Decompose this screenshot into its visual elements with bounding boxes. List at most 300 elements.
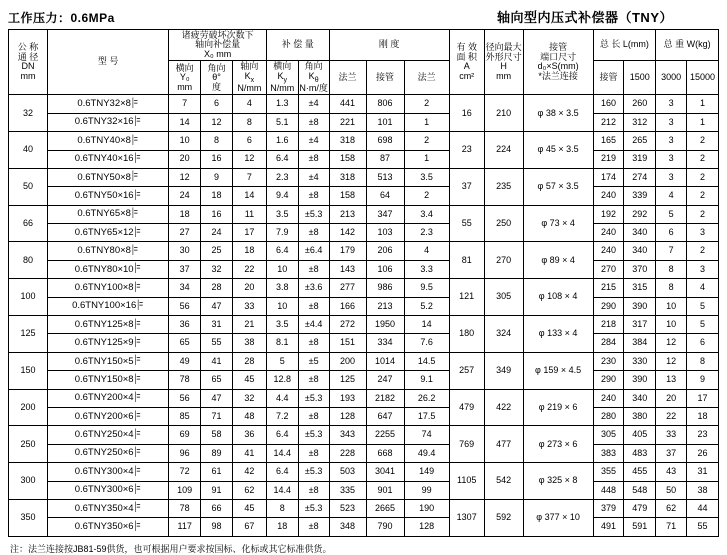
cell-stiffness-ktheta: 1 bbox=[404, 150, 449, 168]
cell-fatigue-3000: 91 bbox=[201, 481, 233, 499]
cell-stiffness-ky: 101 bbox=[366, 113, 404, 131]
cell-dn: 250 bbox=[9, 426, 48, 463]
cell-outer-dim: 477 bbox=[484, 426, 523, 463]
cell-stiffness-kx: 228 bbox=[329, 444, 366, 462]
cell-fatigue-3000: 89 bbox=[201, 444, 233, 462]
cell-fatigue-1500: 72 bbox=[169, 463, 201, 481]
col-weight-flange: 法兰 bbox=[404, 61, 449, 95]
cell-fatigue-3000: 47 bbox=[201, 389, 233, 407]
cell-fatigue-15000: 21 bbox=[232, 316, 266, 334]
cell-stiffness-ky: 87 bbox=[366, 150, 404, 168]
cell-weight-pipe: 2 bbox=[687, 205, 719, 223]
table-row bbox=[9, 444, 719, 462]
cell-stiffness-kx: 523 bbox=[329, 499, 366, 517]
cell-stiffness-kx: 277 bbox=[329, 279, 366, 297]
cell-compensation-y: 8 bbox=[266, 499, 298, 517]
cell-model: 0.6TNY32×16 |= bbox=[48, 113, 169, 131]
cell-model: 0.6TNY150×8 |= bbox=[48, 371, 169, 389]
cell-weight-pipe: 2 bbox=[687, 242, 719, 260]
cell-dn: 50 bbox=[9, 168, 48, 205]
cell-fatigue-15000: 45 bbox=[232, 371, 266, 389]
cell-length-pipe: 340 bbox=[624, 242, 656, 260]
cell-stiffness-kx: 503 bbox=[329, 463, 366, 481]
col-fatigue-1500: 1500 bbox=[624, 61, 656, 95]
cell-stiffness-ktheta: 14 bbox=[404, 316, 449, 334]
cell-stiffness-ktheta: 49.4 bbox=[404, 444, 449, 462]
table-row bbox=[9, 297, 719, 315]
cell-stiffness-ktheta: 74 bbox=[404, 426, 449, 444]
cell-stiffness-ktheta: 4 bbox=[404, 242, 449, 260]
cell-compensation-y: 2.3 bbox=[266, 168, 298, 186]
cell-length-flange: 240 bbox=[593, 187, 624, 205]
cell-weight-flange: 12 bbox=[656, 352, 687, 370]
cell-fatigue-1500: 65 bbox=[169, 334, 201, 352]
cell-model: 0.6TNY65×12 |= bbox=[48, 224, 169, 242]
col-length-pipe: 接管 bbox=[366, 61, 404, 95]
cell-compensation-angle: ±8 bbox=[298, 481, 329, 499]
cell-weight-pipe: 2 bbox=[687, 150, 719, 168]
table-row bbox=[9, 463, 719, 481]
cell-weight-flange: 10 bbox=[656, 316, 687, 334]
cell-fatigue-15000: 67 bbox=[232, 518, 266, 536]
table-row bbox=[9, 407, 719, 425]
cell-length-pipe: 380 bbox=[624, 407, 656, 425]
table-row bbox=[9, 316, 719, 334]
cell-length-flange: 192 bbox=[593, 205, 624, 223]
cell-length-pipe: 455 bbox=[624, 463, 656, 481]
cell-stiffness-ktheta: 1 bbox=[404, 113, 449, 131]
cell-length-flange: 448 bbox=[593, 481, 624, 499]
cell-stiffness-kx: 158 bbox=[329, 150, 366, 168]
cell-weight-flange: 3 bbox=[656, 95, 687, 113]
cell-weight-pipe: 31 bbox=[687, 463, 719, 481]
cell-fatigue-15000: 62 bbox=[232, 481, 266, 499]
cell-weight-flange: 4 bbox=[656, 187, 687, 205]
cell-length-pipe: 370 bbox=[624, 260, 656, 278]
col-length-flange: 法兰 bbox=[329, 61, 366, 95]
cell-dn: 200 bbox=[9, 389, 48, 426]
cell-model: 0.6TNY125×9 |= bbox=[48, 334, 169, 352]
cell-compensation-angle: ±5.3 bbox=[298, 499, 329, 517]
cell-dn: 40 bbox=[9, 132, 48, 169]
cell-model: 0.6TNY300×6 |= bbox=[48, 481, 169, 499]
col-stiffness-ky: 横向 $K_y$ N/mm bbox=[266, 61, 298, 95]
cell-stiffness-kx: 335 bbox=[329, 481, 366, 499]
cell-fatigue-15000: 14 bbox=[232, 187, 266, 205]
table-row bbox=[9, 132, 719, 150]
cell-area: 37 bbox=[449, 168, 484, 205]
cell-weight-flange: 13 bbox=[656, 371, 687, 389]
cell-stiffness-ktheta: 128 bbox=[404, 518, 449, 536]
cell-fatigue-1500: 18 bbox=[169, 205, 201, 223]
cell-weight-pipe: 2 bbox=[687, 132, 719, 150]
table-row bbox=[9, 113, 719, 131]
cell-stiffness-ky: 1950 bbox=[366, 316, 404, 334]
cell-fatigue-15000: 4 bbox=[232, 95, 266, 113]
cell-dn: 80 bbox=[9, 242, 48, 279]
cell-outer-dim: 542 bbox=[484, 463, 523, 500]
cell-compensation-angle: ±8 bbox=[298, 518, 329, 536]
cell-fatigue-3000: 47 bbox=[201, 297, 233, 315]
cell-weight-pipe: 17 bbox=[687, 389, 719, 407]
cell-weight-flange: 7 bbox=[656, 242, 687, 260]
cell-fatigue-15000: 18 bbox=[232, 242, 266, 260]
col-stiffness-group: 刚 度 bbox=[329, 30, 449, 61]
cell-length-flange: 280 bbox=[593, 407, 624, 425]
cell-area: 1105 bbox=[449, 463, 484, 500]
cell-stiffness-kx: 125 bbox=[329, 371, 366, 389]
cell-length-pipe: 340 bbox=[624, 389, 656, 407]
cell-weight-pipe: 18 bbox=[687, 407, 719, 425]
cell-fatigue-15000: 48 bbox=[232, 407, 266, 425]
cell-weight-pipe: 38 bbox=[687, 481, 719, 499]
cell-stiffness-ktheta: 26.2 bbox=[404, 389, 449, 407]
col-weight-pipe: 接管 bbox=[593, 61, 624, 95]
cell-flange-size: φ 89 × 4 bbox=[523, 242, 593, 279]
cell-length-pipe: 317 bbox=[624, 316, 656, 334]
cell-stiffness-kx: 221 bbox=[329, 113, 366, 131]
cell-outer-dim: 224 bbox=[484, 132, 523, 169]
cell-stiffness-kx: 179 bbox=[329, 242, 366, 260]
cell-weight-pipe: 9 bbox=[687, 371, 719, 389]
cell-fatigue-1500: 14 bbox=[169, 113, 201, 131]
table-row bbox=[9, 481, 719, 499]
cell-fatigue-3000: 66 bbox=[201, 499, 233, 517]
cell-model: 0.6TNY32×8 |= bbox=[48, 95, 169, 113]
cell-length-pipe: 548 bbox=[624, 481, 656, 499]
cell-compensation-angle: ±4.4 bbox=[298, 316, 329, 334]
cell-fatigue-1500: 36 bbox=[169, 316, 201, 334]
table-row bbox=[9, 224, 719, 242]
cell-stiffness-kx: 441 bbox=[329, 95, 366, 113]
cell-length-flange: 290 bbox=[593, 297, 624, 315]
cell-fatigue-3000: 98 bbox=[201, 518, 233, 536]
cell-stiffness-kx: 166 bbox=[329, 297, 366, 315]
cell-compensation-angle: ±6.4 bbox=[298, 242, 329, 260]
cell-flange-size: φ 57 × 3.5 bbox=[523, 168, 593, 205]
cell-weight-flange: 33 bbox=[656, 426, 687, 444]
cell-model: 0.6TNY300×4 |= bbox=[48, 463, 169, 481]
cell-weight-flange: 5 bbox=[656, 205, 687, 223]
cell-compensation-y: 1.3 bbox=[266, 95, 298, 113]
cell-fatigue-3000: 18 bbox=[201, 187, 233, 205]
cell-model: 0.6TNY125×8 |= bbox=[48, 316, 169, 334]
cell-fatigue-1500: 69 bbox=[169, 426, 201, 444]
footer-note: 注：法兰连接按JB81-59供货，也可根据用户要求按国标、化标或其它标准供货。 bbox=[10, 543, 332, 554]
cell-weight-pipe: 44 bbox=[687, 499, 719, 517]
cell-compensation-y: 6.4 bbox=[266, 150, 298, 168]
table-row bbox=[9, 168, 719, 186]
cell-stiffness-ktheta: 5.2 bbox=[404, 297, 449, 315]
cell-fatigue-1500: 78 bbox=[169, 499, 201, 517]
cell-compensation-y: 10 bbox=[266, 260, 298, 278]
cell-weight-pipe: 26 bbox=[687, 444, 719, 462]
cell-length-pipe: 330 bbox=[624, 352, 656, 370]
cell-dn: 125 bbox=[9, 316, 48, 353]
table-row bbox=[9, 518, 719, 536]
cell-stiffness-kx: 158 bbox=[329, 187, 366, 205]
cell-compensation-y: 6.4 bbox=[266, 242, 298, 260]
cell-length-flange: 212 bbox=[593, 113, 624, 131]
cell-fatigue-15000: 28 bbox=[232, 352, 266, 370]
cell-weight-pipe: 5 bbox=[687, 297, 719, 315]
cell-fatigue-3000: 58 bbox=[201, 426, 233, 444]
cell-weight-pipe: 2 bbox=[687, 168, 719, 186]
cell-dn: 66 bbox=[9, 205, 48, 242]
col-fatigue-15000: 15000 bbox=[687, 61, 719, 95]
cell-length-pipe: 260 bbox=[624, 95, 656, 113]
page-header bbox=[8, 6, 719, 26]
cell-stiffness-kx: 272 bbox=[329, 316, 366, 334]
cell-weight-pipe: 23 bbox=[687, 426, 719, 444]
cell-stiffness-ktheta: 99 bbox=[404, 481, 449, 499]
table-head bbox=[9, 30, 719, 95]
cell-stiffness-kx: 143 bbox=[329, 260, 366, 278]
cell-fatigue-1500: 49 bbox=[169, 352, 201, 370]
cell-weight-flange: 43 bbox=[656, 463, 687, 481]
cell-stiffness-kx: 343 bbox=[329, 426, 366, 444]
cell-stiffness-kx: 348 bbox=[329, 518, 366, 536]
table-row bbox=[9, 187, 719, 205]
cell-compensation-y: 18 bbox=[266, 518, 298, 536]
cell-fatigue-3000: 28 bbox=[201, 279, 233, 297]
cell-dn: 300 bbox=[9, 463, 48, 500]
col-compensation-group: 补 偿 量 bbox=[266, 30, 329, 61]
cell-fatigue-1500: 117 bbox=[169, 518, 201, 536]
table-row bbox=[9, 426, 719, 444]
header-row-1 bbox=[9, 30, 719, 61]
cell-weight-pipe: 6 bbox=[687, 334, 719, 352]
cell-model: 0.6TNY350×6 |= bbox=[48, 518, 169, 536]
cell-stiffness-ky: 106 bbox=[366, 260, 404, 278]
cell-length-flange: 215 bbox=[593, 279, 624, 297]
cell-compensation-angle: ±8 bbox=[298, 407, 329, 425]
cell-compensation-y: 10 bbox=[266, 297, 298, 315]
cell-flange-size: φ 45 × 3.5 bbox=[523, 132, 593, 169]
cell-stiffness-ktheta: 3.3 bbox=[404, 260, 449, 278]
table-body bbox=[9, 95, 719, 536]
cell-fatigue-3000: 24 bbox=[201, 224, 233, 242]
cell-fatigue-1500: 12 bbox=[169, 168, 201, 186]
cell-compensation-y: 6.4 bbox=[266, 463, 298, 481]
cell-model: 0.6TNY350×4 |= bbox=[48, 499, 169, 517]
cell-fatigue-1500: 85 bbox=[169, 407, 201, 425]
cell-flange-size: φ 133 × 4 bbox=[523, 316, 593, 353]
cell-area: 257 bbox=[449, 352, 484, 389]
cell-fatigue-1500: 27 bbox=[169, 224, 201, 242]
cell-stiffness-ky: 513 bbox=[366, 168, 404, 186]
cell-dn: 100 bbox=[9, 279, 48, 316]
cell-model: 0.6TNY200×4 |= bbox=[48, 389, 169, 407]
cell-dn: 350 bbox=[9, 499, 48, 536]
cell-compensation-angle: ±8 bbox=[298, 113, 329, 131]
cell-area: 23 bbox=[449, 132, 484, 169]
cell-weight-flange: 12 bbox=[656, 334, 687, 352]
cell-model: 0.6TNY65×8 |= bbox=[48, 205, 169, 223]
cell-compensation-y: 3.8 bbox=[266, 279, 298, 297]
cell-area: 180 bbox=[449, 316, 484, 353]
col-weight-group: 总 重 W(kg) bbox=[656, 30, 719, 61]
table-row bbox=[9, 150, 719, 168]
cell-flange-size: φ 273 × 6 bbox=[523, 426, 593, 463]
cell-outer-dim: 324 bbox=[484, 316, 523, 353]
cell-fatigue-15000: 32 bbox=[232, 389, 266, 407]
cell-stiffness-ktheta: 2.3 bbox=[404, 224, 449, 242]
cell-fatigue-3000: 31 bbox=[201, 316, 233, 334]
cell-stiffness-ky: 806 bbox=[366, 95, 404, 113]
cell-outer-dim: 305 bbox=[484, 279, 523, 316]
cell-fatigue-1500: 109 bbox=[169, 481, 201, 499]
cell-stiffness-ky: 901 bbox=[366, 481, 404, 499]
cell-length-flange: 165 bbox=[593, 132, 624, 150]
cell-model: 0.6TNY250×6 |= bbox=[48, 444, 169, 462]
cell-compensation-angle: ±3.6 bbox=[298, 279, 329, 297]
cell-fatigue-3000: 6 bbox=[201, 95, 233, 113]
cell-compensation-angle: ±8 bbox=[298, 224, 329, 242]
cell-stiffness-ktheta: 7.6 bbox=[404, 334, 449, 352]
cell-compensation-y: 5.1 bbox=[266, 113, 298, 131]
cell-weight-flange: 3 bbox=[656, 168, 687, 186]
cell-compensation-y: 14.4 bbox=[266, 444, 298, 462]
cell-fatigue-3000: 25 bbox=[201, 242, 233, 260]
cell-stiffness-ktheta: 2 bbox=[404, 132, 449, 150]
cell-model: 0.6TNY250×4 |= bbox=[48, 426, 169, 444]
cell-fatigue-1500: 10 bbox=[169, 132, 201, 150]
cell-compensation-y: 12.8 bbox=[266, 371, 298, 389]
cell-fatigue-15000: 7 bbox=[232, 168, 266, 186]
cell-compensation-angle: ±8 bbox=[298, 444, 329, 462]
cell-compensation-angle: ±8 bbox=[298, 260, 329, 278]
cell-fatigue-1500: 56 bbox=[169, 297, 201, 315]
cell-dn: 150 bbox=[9, 352, 48, 389]
cell-fatigue-3000: 9 bbox=[201, 168, 233, 186]
cell-stiffness-ky: 2255 bbox=[366, 426, 404, 444]
cell-fatigue-1500: 30 bbox=[169, 242, 201, 260]
cell-stiffness-ktheta: 2 bbox=[404, 95, 449, 113]
cell-stiffness-ktheta: 17.5 bbox=[404, 407, 449, 425]
cell-fatigue-1500: 24 bbox=[169, 187, 201, 205]
cell-length-pipe: 390 bbox=[624, 371, 656, 389]
cell-outer-dim: 270 bbox=[484, 242, 523, 279]
cell-fatigue-1500: 96 bbox=[169, 444, 201, 462]
cell-length-flange: 355 bbox=[593, 463, 624, 481]
cell-stiffness-ktheta: 149 bbox=[404, 463, 449, 481]
cell-fatigue-15000: 12 bbox=[232, 150, 266, 168]
cell-length-flange: 379 bbox=[593, 499, 624, 517]
cell-compensation-angle: ±5.3 bbox=[298, 463, 329, 481]
cell-model: 0.6TNY80×8 |= bbox=[48, 242, 169, 260]
col-fatigue-3000: 3000 bbox=[656, 61, 687, 95]
cell-model: 0.6TNY100×8 |= bbox=[48, 279, 169, 297]
cell-fatigue-15000: 6 bbox=[232, 132, 266, 150]
cell-fatigue-15000: 36 bbox=[232, 426, 266, 444]
cell-compensation-angle: ±5.3 bbox=[298, 205, 329, 223]
cell-stiffness-ktheta: 14.5 bbox=[404, 352, 449, 370]
cell-compensation-y: 7.9 bbox=[266, 224, 298, 242]
cell-area: 81 bbox=[449, 242, 484, 279]
cell-length-flange: 284 bbox=[593, 334, 624, 352]
cell-length-flange: 160 bbox=[593, 95, 624, 113]
cell-fatigue-3000: 41 bbox=[201, 352, 233, 370]
cell-stiffness-ky: 3041 bbox=[366, 463, 404, 481]
cell-weight-flange: 37 bbox=[656, 444, 687, 462]
cell-fatigue-1500: 37 bbox=[169, 260, 201, 278]
cell-length-flange: 270 bbox=[593, 260, 624, 278]
cell-fatigue-15000: 33 bbox=[232, 297, 266, 315]
cell-stiffness-kx: 200 bbox=[329, 352, 366, 370]
cell-fatigue-1500: 7 bbox=[169, 95, 201, 113]
cell-compensation-y: 8.1 bbox=[266, 334, 298, 352]
cell-stiffness-kx: 318 bbox=[329, 168, 366, 186]
cell-fatigue-15000: 22 bbox=[232, 260, 266, 278]
cell-length-pipe: 384 bbox=[624, 334, 656, 352]
cell-compensation-angle: ±4 bbox=[298, 95, 329, 113]
cell-fatigue-15000: 38 bbox=[232, 334, 266, 352]
cell-length-flange: 230 bbox=[593, 352, 624, 370]
cell-weight-flange: 22 bbox=[656, 407, 687, 425]
cell-stiffness-kx: 213 bbox=[329, 205, 366, 223]
cell-stiffness-ky: 790 bbox=[366, 518, 404, 536]
cell-weight-flange: 3 bbox=[656, 113, 687, 131]
cell-fatigue-3000: 8 bbox=[201, 132, 233, 150]
cell-area: 769 bbox=[449, 426, 484, 463]
cell-weight-flange: 3 bbox=[656, 150, 687, 168]
cell-fatigue-15000: 20 bbox=[232, 279, 266, 297]
table-row bbox=[9, 371, 719, 389]
cell-weight-flange: 20 bbox=[656, 389, 687, 407]
cell-length-pipe: 339 bbox=[624, 187, 656, 205]
cell-stiffness-ktheta: 190 bbox=[404, 499, 449, 517]
cell-length-flange: 174 bbox=[593, 168, 624, 186]
cell-length-pipe: 315 bbox=[624, 279, 656, 297]
table-row bbox=[9, 279, 719, 297]
cell-length-pipe: 312 bbox=[624, 113, 656, 131]
cell-compensation-y: 7.2 bbox=[266, 407, 298, 425]
cell-length-flange: 305 bbox=[593, 426, 624, 444]
cell-fatigue-15000: 42 bbox=[232, 463, 266, 481]
cell-weight-flange: 8 bbox=[656, 260, 687, 278]
col-stiffness-kx: 轴向 $K_x$ N/mm bbox=[232, 61, 266, 95]
cell-length-pipe: 274 bbox=[624, 168, 656, 186]
cell-model: 0.6TNY150×5 |= bbox=[48, 352, 169, 370]
cell-fatigue-3000: 55 bbox=[201, 334, 233, 352]
cell-length-flange: 240 bbox=[593, 389, 624, 407]
table-row bbox=[9, 389, 719, 407]
cell-stiffness-ky: 698 bbox=[366, 132, 404, 150]
working-pressure-label: 工作压力：0.6MPa bbox=[8, 11, 115, 25]
table-row bbox=[9, 352, 719, 370]
cell-stiffness-ky: 206 bbox=[366, 242, 404, 260]
cell-weight-pipe: 2 bbox=[687, 187, 719, 205]
cell-weight-flange: 50 bbox=[656, 481, 687, 499]
cell-weight-pipe: 5 bbox=[687, 316, 719, 334]
cell-length-flange: 491 bbox=[593, 518, 624, 536]
cell-compensation-y: 3.5 bbox=[266, 316, 298, 334]
cell-length-pipe: 405 bbox=[624, 426, 656, 444]
cell-area: 121 bbox=[449, 279, 484, 316]
cell-outer-dim: 235 bbox=[484, 168, 523, 205]
cell-model: 0.6TNY50×16 |= bbox=[48, 187, 169, 205]
cell-length-pipe: 319 bbox=[624, 150, 656, 168]
cell-area: 55 bbox=[449, 205, 484, 242]
cell-compensation-angle: ±5.3 bbox=[298, 389, 329, 407]
cell-weight-pipe: 1 bbox=[687, 95, 719, 113]
cell-stiffness-ky: 64 bbox=[366, 187, 404, 205]
cell-model: 0.6TNY40×8 |= bbox=[48, 132, 169, 150]
cell-fatigue-1500: 78 bbox=[169, 371, 201, 389]
cell-model: 0.6TNY40×16 |= bbox=[48, 150, 169, 168]
cell-area: 16 bbox=[449, 95, 484, 132]
